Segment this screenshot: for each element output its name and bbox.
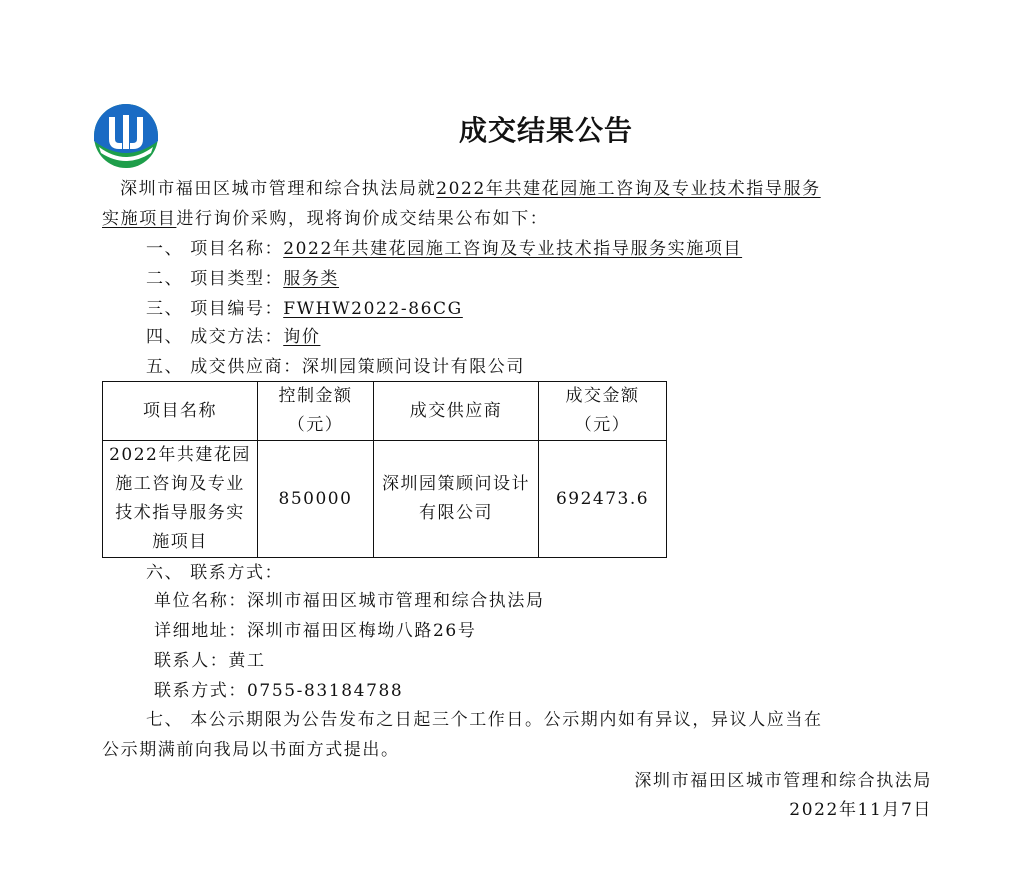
intro-line-2 (102, 204, 548, 234)
cell-control-amount: 850000 (258, 441, 374, 558)
bureau-logo (93, 103, 159, 173)
item-supplier (146, 352, 525, 382)
cell-deal-amount: 692473.6 (539, 441, 667, 558)
item-value: 深圳园策顾问设计有限公司 (301, 357, 526, 377)
notice-line-2: 公示期满前向我局以书面方式提出。 (102, 740, 400, 760)
footer-date: 2022年11月7日 (789, 800, 932, 820)
intro-project-name-end: 实施项目 (102, 209, 177, 229)
table-header-row (103, 382, 667, 441)
table-row (103, 441, 667, 558)
item-label: 五、 成交供应商： (146, 357, 302, 377)
intro-suffix: 进行询价采购，现将询价成交结果公布如下： (176, 209, 549, 229)
header-cell: 项目名称 (103, 382, 258, 441)
contact-address: 详细地址：深圳市福田区梅坳八路26号 (154, 621, 477, 641)
contact-heading: 六、 联系方式： (146, 563, 284, 583)
footer-org: 深圳市福田区城市管理和综合执法局 (634, 771, 932, 791)
intro-project-name: 2022年共建花园施工咨询及专业技术指导服务 (436, 179, 821, 199)
cell-supplier: 深圳园策顾问设计有限公司 (374, 441, 539, 558)
cell-project: 2022年共建花园施工咨询及专业技术指导服务实施项目 (103, 441, 258, 558)
item-project-name (146, 234, 742, 264)
contact-unit: 单位名称：深圳市福田区城市管理和综合执法局 (154, 591, 545, 611)
bureau-emblem-icon (93, 103, 159, 169)
page-title: 成交结果公告 (459, 114, 634, 147)
item-project-number (146, 294, 463, 324)
notice-line-1: 七、 本公示期限为公告发布之日起三个工作日。公示期内如有异议，异议人应当在 (146, 710, 823, 730)
item-value: 服务类 (283, 269, 340, 289)
item-label: 四、 成交方法： (146, 327, 284, 347)
result-table (102, 381, 667, 558)
intro-line-1 (120, 174, 821, 204)
item-value: 2022年共建花园施工咨询及专业技术指导服务实施项目 (283, 239, 743, 259)
item-label: 三、 项目编号： (146, 299, 284, 319)
item-value: 询价 (283, 327, 321, 347)
header-cell: 成交供应商 (374, 382, 539, 441)
item-deal-method (146, 322, 320, 352)
item-project-type (146, 264, 339, 294)
header-cell: 控制金额（元） (258, 382, 374, 441)
header-cell: 成交金额（元） (539, 382, 667, 441)
item-label: 二、 项目类型： (146, 269, 284, 289)
item-label: 一、 项目名称： (146, 239, 284, 259)
contact-phone: 联系方式：0755-83184788 (154, 681, 404, 701)
intro-prefix: 深圳市福田区城市管理和综合执法局就 (120, 179, 437, 199)
contact-person: 联系人：黄工 (154, 651, 266, 671)
item-value: FWHW2022-86CG (283, 299, 463, 319)
